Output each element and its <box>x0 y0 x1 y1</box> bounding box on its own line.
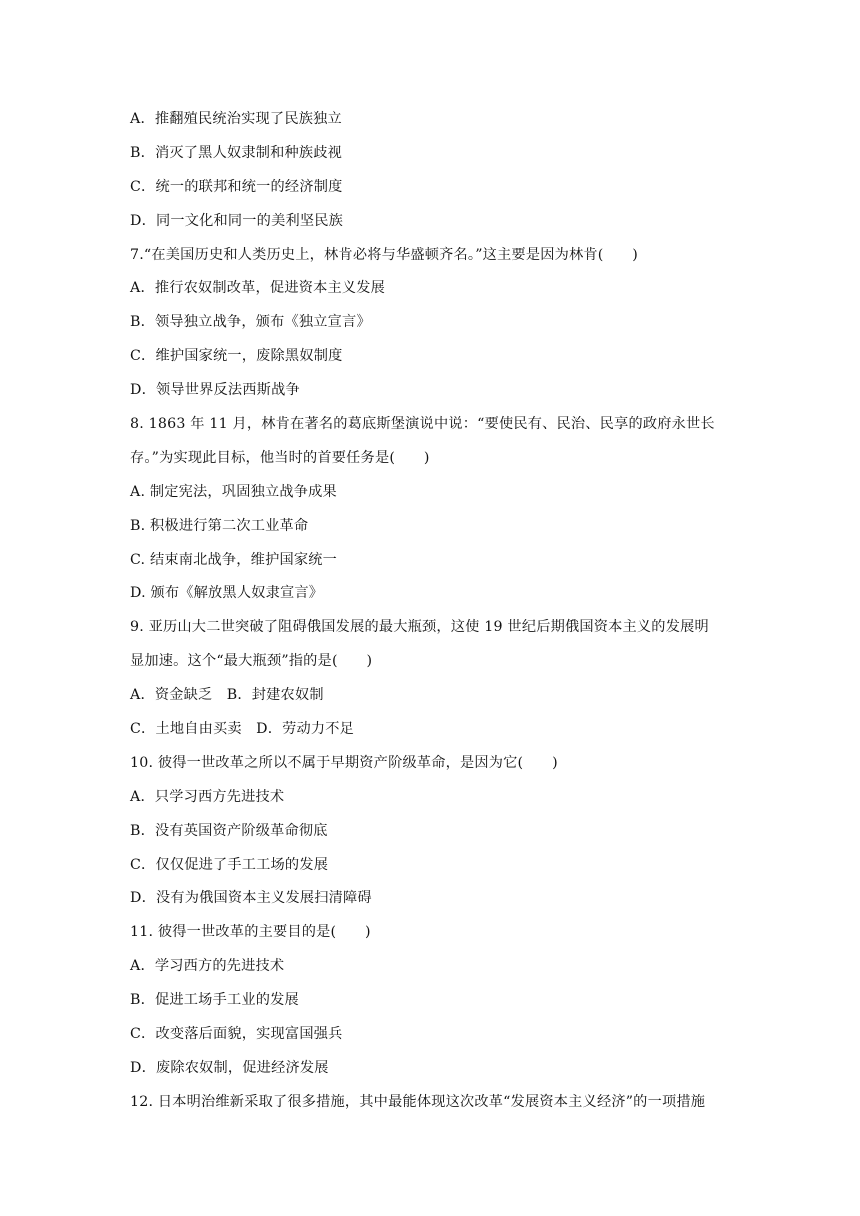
text-line: C．维护国家统一，废除黑奴制度 <box>130 348 343 365</box>
text-line: 12. 日本明治维新采取了很多措施，其中最能体现这次改革“发展资本主义经济”的一项措施 <box>130 1093 706 1110</box>
text-line: B. 积极进行第二次工业革命 <box>130 517 309 534</box>
text-line: C．仅仅促进了手工工场的发展 <box>130 856 329 873</box>
text-line: A．推翻殖民统治实现了民族独立 <box>130 111 342 127</box>
text-line: D．废除农奴制，促进经济发展 <box>130 1059 329 1076</box>
text-line: C．土地自由买卖 D．劳动力不足 <box>130 721 355 738</box>
text-line: B．促进工场手工业的发展 <box>130 992 299 1009</box>
text-line: B．没有英国资产阶级革命彻底 <box>130 822 328 839</box>
text-line: A．只学习西方先进技术 <box>130 788 285 805</box>
text-line: C. 结束南北战争，维护国家统一 <box>130 551 338 568</box>
text-line: 存。”为实现此目标，他当时的首要任务是( ) <box>130 449 430 466</box>
text-line: B．消灭了黑人奴隶制和种族歧视 <box>130 144 343 161</box>
question-text-body <box>130 103 730 1120</box>
text-line: D．同一文化和同一的美利坚民族 <box>130 212 344 229</box>
text-line: 7.“在美国历史和人类历史上，林肯必将与华盛顿齐名。”这主要是因为林肯( ) <box>130 246 639 263</box>
text-line: A．推行农奴制改革，促进资本主义发展 <box>130 280 386 297</box>
text-line: D．领导世界反法西斯战争 <box>130 382 300 399</box>
text-line: 10. 彼得一世改革之所以不属于早期资产阶级革命，是因为它( ) <box>130 754 558 771</box>
text-line: 显加速。这个“最大瓶颈”指的是( ) <box>130 653 373 670</box>
text-line: 9. 亚历山大二世突破了阻碍俄国发展的最大瓶颈，这使 19 世纪后期俄国资本主义的发展明 <box>130 619 709 636</box>
text-line: B．领导独立战争，颁布《独立宣言》 <box>130 314 371 331</box>
text-line: C．统一的联邦和统一的经济制度 <box>130 178 343 195</box>
text-line: A. 制定宪法，巩固独立战争成果 <box>130 483 337 500</box>
text-line: A．资金缺乏 B．封建农奴制 <box>130 687 324 704</box>
text-line: D. 颁布《解放黑人奴隶宣言》 <box>130 585 324 602</box>
text-line: 8. 1863 年 11 月，林肯在著名的葛底斯堡演说中说：“要使民有、民治、民享的政府永世长 <box>130 416 715 433</box>
text-line: D．没有为俄国资本主义发展扫清障碍 <box>130 890 372 907</box>
text-line: A．学习西方的先进技术 <box>130 958 285 975</box>
text-line: 11. 彼得一世改革的主要目的是( ) <box>130 924 371 941</box>
text-line: C．改变落后面貌，实现富国强兵 <box>130 1026 343 1043</box>
